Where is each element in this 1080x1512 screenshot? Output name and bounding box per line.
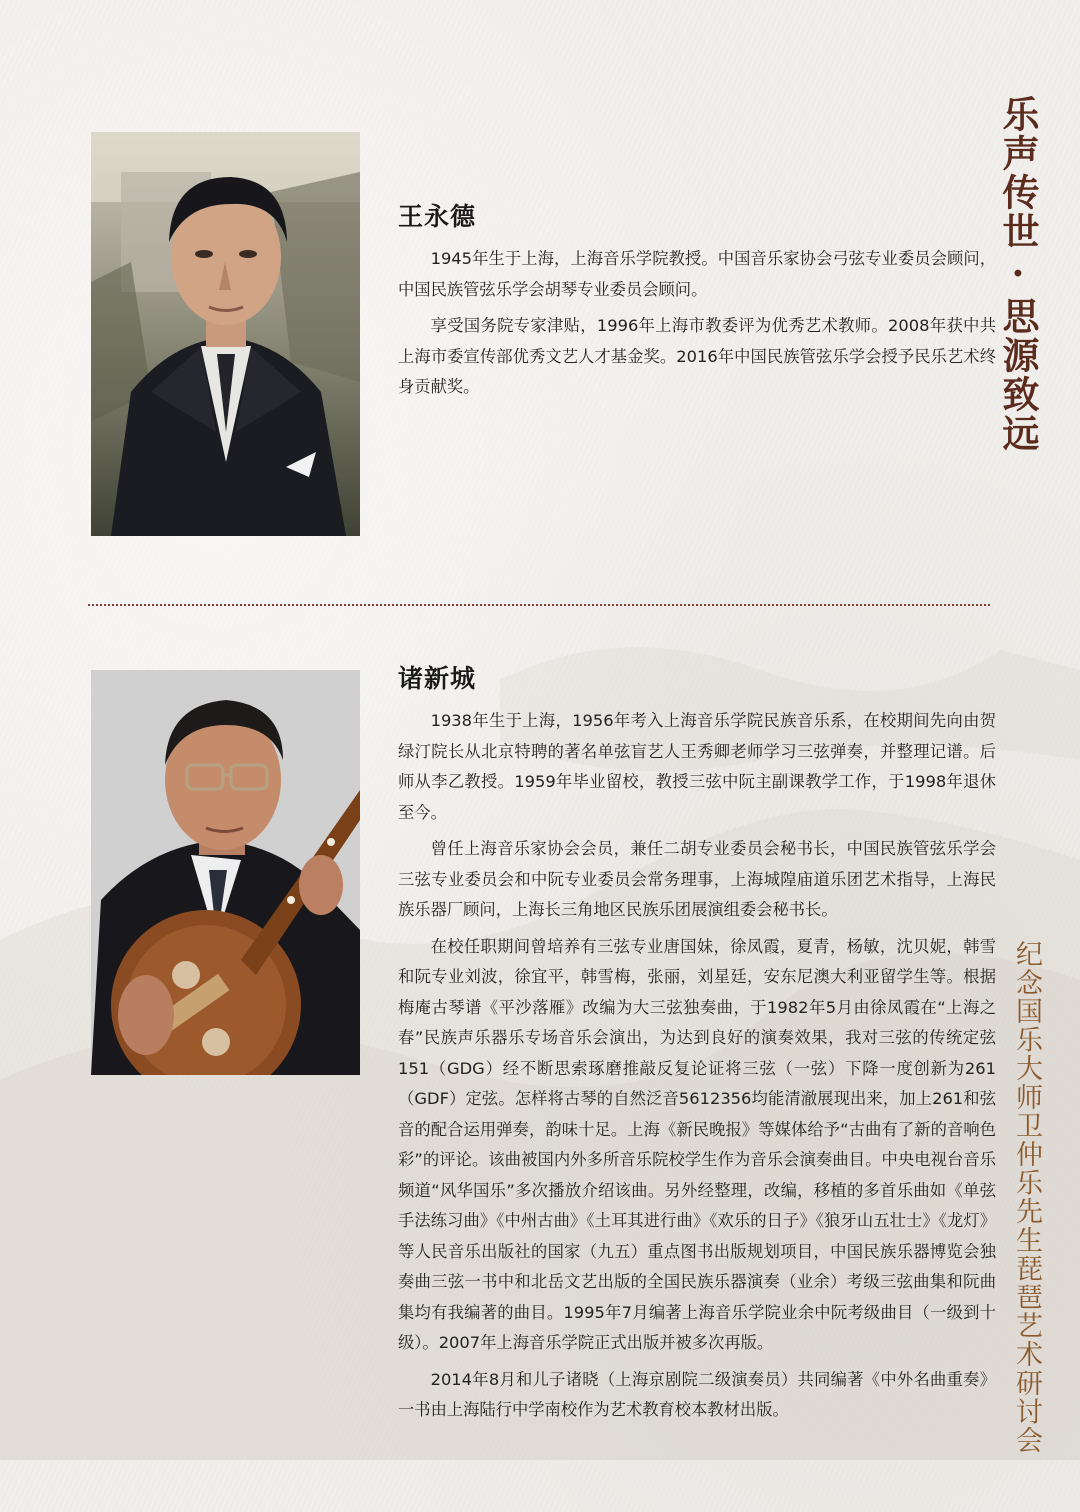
portrait-photo-zhu-xincheng [91, 670, 360, 1075]
bio-paragraph: 1938年生于上海，1956年考入上海音乐学院民族音乐系，在校期间先向由贺绿汀院长从北京特聘的著名单弦盲艺人王秀卿老师学习三弦弹奏，并整理记谱。后师从李乙教授。1959年毕业留校，教授三弦中阮主副课教学工作，于1998年退休至今。 [398, 711, 996, 822]
portrait-photo-wang-yongde [91, 132, 360, 536]
bio-paragraph: 享受国务院专家津贴，1996年上海市教委评为优秀艺术教师。2008年获中共上海市委宣传部优秀文艺人才基金奖。2016年中国民族管弦乐学会授予民乐艺术终身贡献奖。 [398, 316, 996, 396]
bio-paragraph: 在校任职期间曾培养有三弦专业唐国妹，徐凤霞，夏青，杨敏，沈贝妮，韩雪和阮专业刘波，徐宜平，韩雪梅，张丽，刘星廷，安东尼澳大利亚留学生等。根据梅庵古琴谱《平沙落雁》改编为大三弦独奏曲，于1982年5月由徐凤霞在“上海之春”民族声乐器乐专场音乐会演出，为达到良好的演奏效果，我对三弦的传统定弦151（GDG）经不断思索琢磨推敲反复论证将三弦（一弦）下降一度创新为261（GDF）定弦。怎样将古琴的自然泛音5612356均能清澈展现出来，加上261和弦音的配合运用弹奏，韵味十足。上海《新民晚报》等媒体给予“古曲有了新的音响色彩”的评论。该曲被国内外多所音乐院校学生作为音乐会演奏曲目。中央电视台音乐频道“风华国乐”多次播放介绍该曲。另外经整理，改编，移植的多首乐曲如《单弦手法练习曲》《中州古曲》《土耳其进行曲》《欢乐的日子》《狼牙山五壮士》《龙灯》等人民音乐出版社的国家（九五）重点图书出版规划项目，中国民族乐器博览会独奏曲三弦一书中和北岳文艺出版的全国民族乐器演奏（业余）考级三弦曲集和阮曲集均有我编著的曲目。1995年7月编著上海音乐学院业余中阮考级曲目（一级到十级）。2007年上海音乐学院正式出版并被多次再版。 [398, 936, 996, 1352]
vertical-tagline: 乐声传世·思源致远 [996, 95, 1040, 453]
bio-paragraph: 2014年8月和儿子诸晓（上海京剧院二级演奏员）共同编著《中外名曲重奏》一书由上海陆行中学南校作为艺术教育校本教材出版。 [398, 1369, 996, 1419]
person-name: 王永德 [398, 202, 477, 231]
bio-paragraph: 1945年生于上海，上海音乐学院教授。中国音乐家协会弓弦专业委员会顾问，中国民族管弦乐学会胡琴专业委员会顾问。 [398, 249, 996, 299]
bio-section-wang-yongde [398, 198, 996, 403]
person-name: 诸新城 [398, 664, 477, 693]
section-divider [88, 604, 990, 606]
vertical-event-title: 纪念国乐大师卫仲乐先生琵琶艺术研讨会 [1011, 940, 1042, 1455]
bio-paragraph: 曾任上海音乐家协会会员，兼任二胡专业委员会秘书长，中国民族管弦乐学会三弦专业委员会和中阮专业委员会常务理事，上海城隍庙道乐团艺术指导，上海民族乐器厂顾问，上海长三角地区民族乐团展演组委会秘书长。 [398, 839, 996, 919]
bio-section-zhu-xincheng [398, 660, 996, 1426]
